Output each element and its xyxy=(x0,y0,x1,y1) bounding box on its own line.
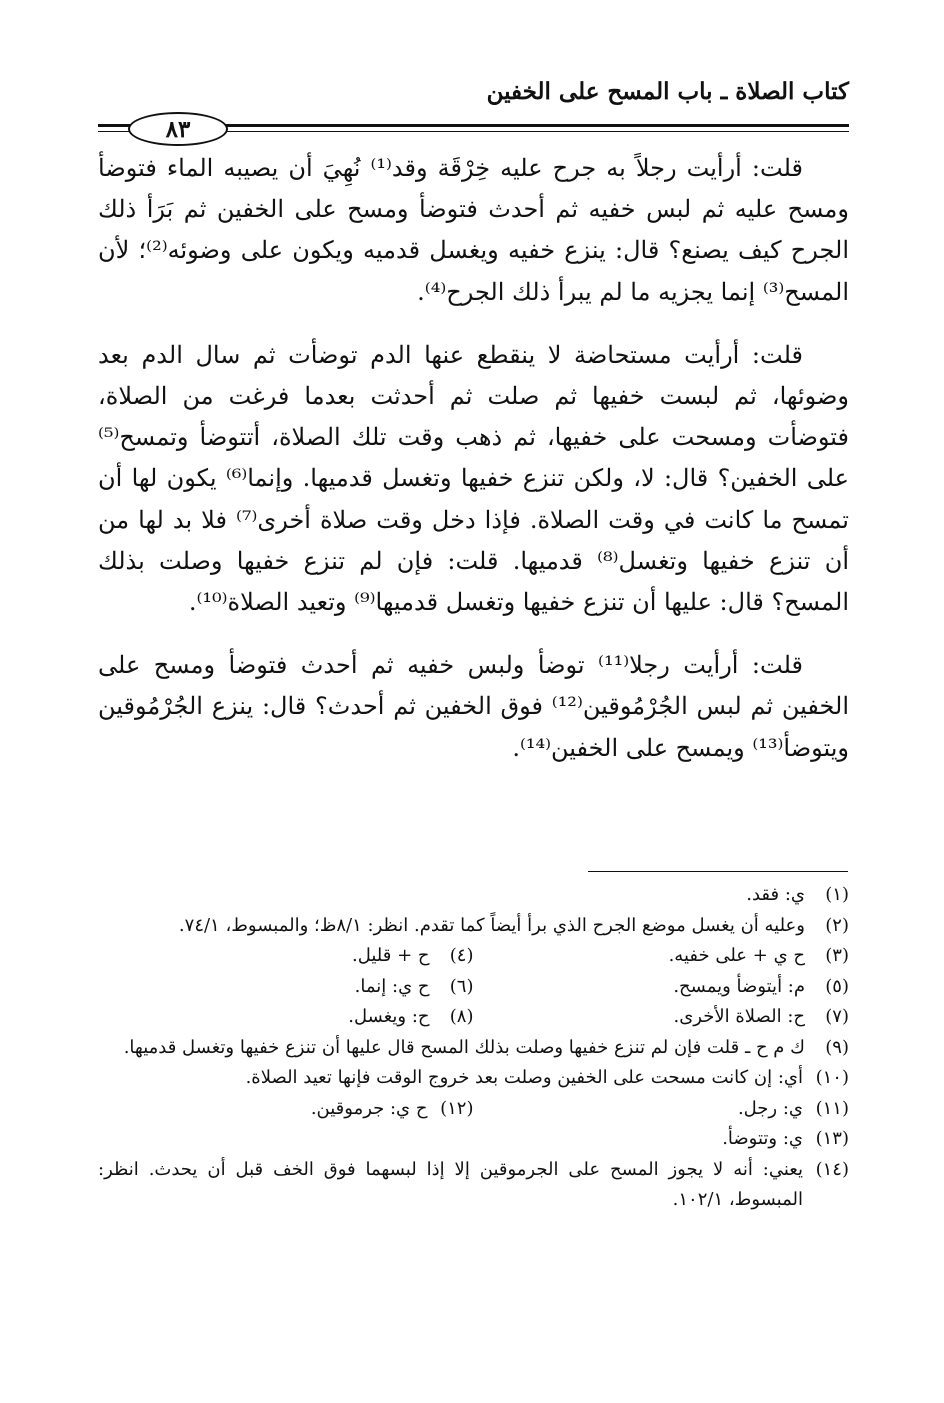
footnotes xyxy=(98,880,849,1216)
footnote-number: (١١) xyxy=(815,1097,849,1119)
footnote-text: ك م ح ـ قلت فإن لم تنزع خفيها وصلت بذلك المسح قال عليها أن تنزع خفيها وتغسل قدميها. xyxy=(123,1036,805,1058)
footnote-number: (١٤) xyxy=(815,1158,849,1180)
footnote-number: (٤) xyxy=(449,945,474,966)
footnote-text: ي: رجل. xyxy=(737,1097,803,1119)
footnote-row-pair xyxy=(98,1094,849,1125)
footnote-text: ي: فقد. xyxy=(746,884,805,905)
footnote-row xyxy=(98,1155,849,1216)
footnote-number: (٧) xyxy=(825,1006,849,1027)
footnote-text: ح + قليل. xyxy=(352,945,430,966)
page-number-badge xyxy=(128,112,228,146)
footnote-text: ح ي: جرموقين. xyxy=(310,1097,428,1119)
paragraph-2: قلت: أرأيت مستحاضة لا ينقطع عنها الدم توضأت ثم سال الدم بعد وضوئها، ثم لبست خفيها ثم صلت ثم أحدثت بعدما فرغت من الصلاة، فتوضأت ومسحت على خفيها، ثم ذهب وقت تلك الصلاة، أتتوضأ وتمسح⁽⁵⁾ على الخفين؟ قال: لا، ولكن تنزع خفيها وتغسل قدميها. وإنما⁽⁶⁾ يكون لها أن تمسح ما كانت في وقت الصلاة. فإذا دخل وقت صلاة أخرى⁽⁷⁾ فلا بد لها من أن تنزع خفيها وتغسل⁽⁸⁾ قدميها. قلت: فإن لم تنزع خفيها وصلت بذلك المسح؟ قال: عليها أن تنزع خفيها وتغسل قدميها⁽⁹⁾ وتعيد الصلاة⁽¹⁰⁾. xyxy=(98,340,849,617)
running-title: كتاب الصلاة ـ باب المسح على الخفين xyxy=(486,78,849,105)
footnote-number: (٥) xyxy=(825,975,849,997)
footnote-number: (٣) xyxy=(825,945,849,966)
footnote-text: وعليه أن يغسل موضع الجرح الذي برأ أيضاً كما تقدم. انظر: ٨/١ظ؛ والمبسوط، ٧٤/١. xyxy=(178,914,805,936)
footnote-number: (١) xyxy=(825,884,849,905)
footnote-number: (٦) xyxy=(449,975,474,997)
footnote-row xyxy=(98,911,849,942)
footnote-number: (١٣) xyxy=(815,1128,849,1149)
footnote-separator xyxy=(588,871,848,872)
footnote-text: ي: وتتوضأ. xyxy=(722,1128,803,1149)
footnote-row-pair xyxy=(98,972,849,1003)
footnote-text: ح: ويغسل. xyxy=(348,1006,430,1027)
footnote-row xyxy=(98,880,849,911)
footnote-text: أي: إن كانت مسحت على الخفين وصلت بعد خروج الوقت فإنها تعيد الصلاة. xyxy=(245,1067,803,1088)
footnote-text: ح ي + على خفيه. xyxy=(668,945,805,966)
footnote-number: (١٢) xyxy=(440,1097,474,1119)
footnote-text: ح ي: إنما. xyxy=(354,975,430,997)
footnote-text: يعني: أنه لا يجوز المسح على الجرموقين إلا إذا لبسهما فوق الخف قبل أن يحدث. انظر: المبسوط، ١٠٢/١. xyxy=(98,1158,803,1210)
main-text xyxy=(98,148,849,791)
footnote-number: (٨) xyxy=(449,1006,474,1027)
paragraph-3: قلت: أرأيت رجلا⁽¹¹⁾ توضأ ولبس خفيه ثم أحدث فتوضأ ومسح على الخفين ثم لبس الجُرْمُوقين⁽¹²⁾ فوق الخفين ثم أحدث؟ قال: ينزع الجُرْمُوقين ويتوضأ⁽¹³⁾ ويمسح على الخفين⁽¹⁴⁾. xyxy=(98,651,849,762)
footnote-text: م: أيتوضأ ويمسح. xyxy=(673,975,805,997)
footnote-number: (٩) xyxy=(825,1036,849,1058)
footnote-row-pair xyxy=(98,1002,849,1033)
page-number: ٨٣ xyxy=(165,115,191,143)
footnote-row-pair xyxy=(98,941,849,972)
footnote-row xyxy=(98,1033,849,1064)
footnote-number: (٢) xyxy=(825,914,849,936)
paragraph-1: قلت: أرأيت رجلاً به جرح عليه خِرْقَة وقد⁽¹⁾ نُهِيَ أن يصيبه الماء فتوضأ ومسح عليه ثم لبس خفيه ثم أحدث فتوضأ ومسح على الخفين ثم بَرَأ ذلك الجرح كيف يصنع؟ قال: ينزع خفيه ويغسل قدميه ويكون على وضوئه⁽²⁾؛ لأن المسح⁽³⁾ إنما يجزيه ما لم يبرأ ذلك الجرح⁽⁴⁾. xyxy=(98,154,849,306)
footnote-number: (١٠) xyxy=(815,1067,849,1088)
footnote-row xyxy=(98,1124,849,1155)
footnote-row xyxy=(98,1063,849,1094)
footnote-text: ح: الصلاة الأخرى. xyxy=(673,1006,805,1027)
